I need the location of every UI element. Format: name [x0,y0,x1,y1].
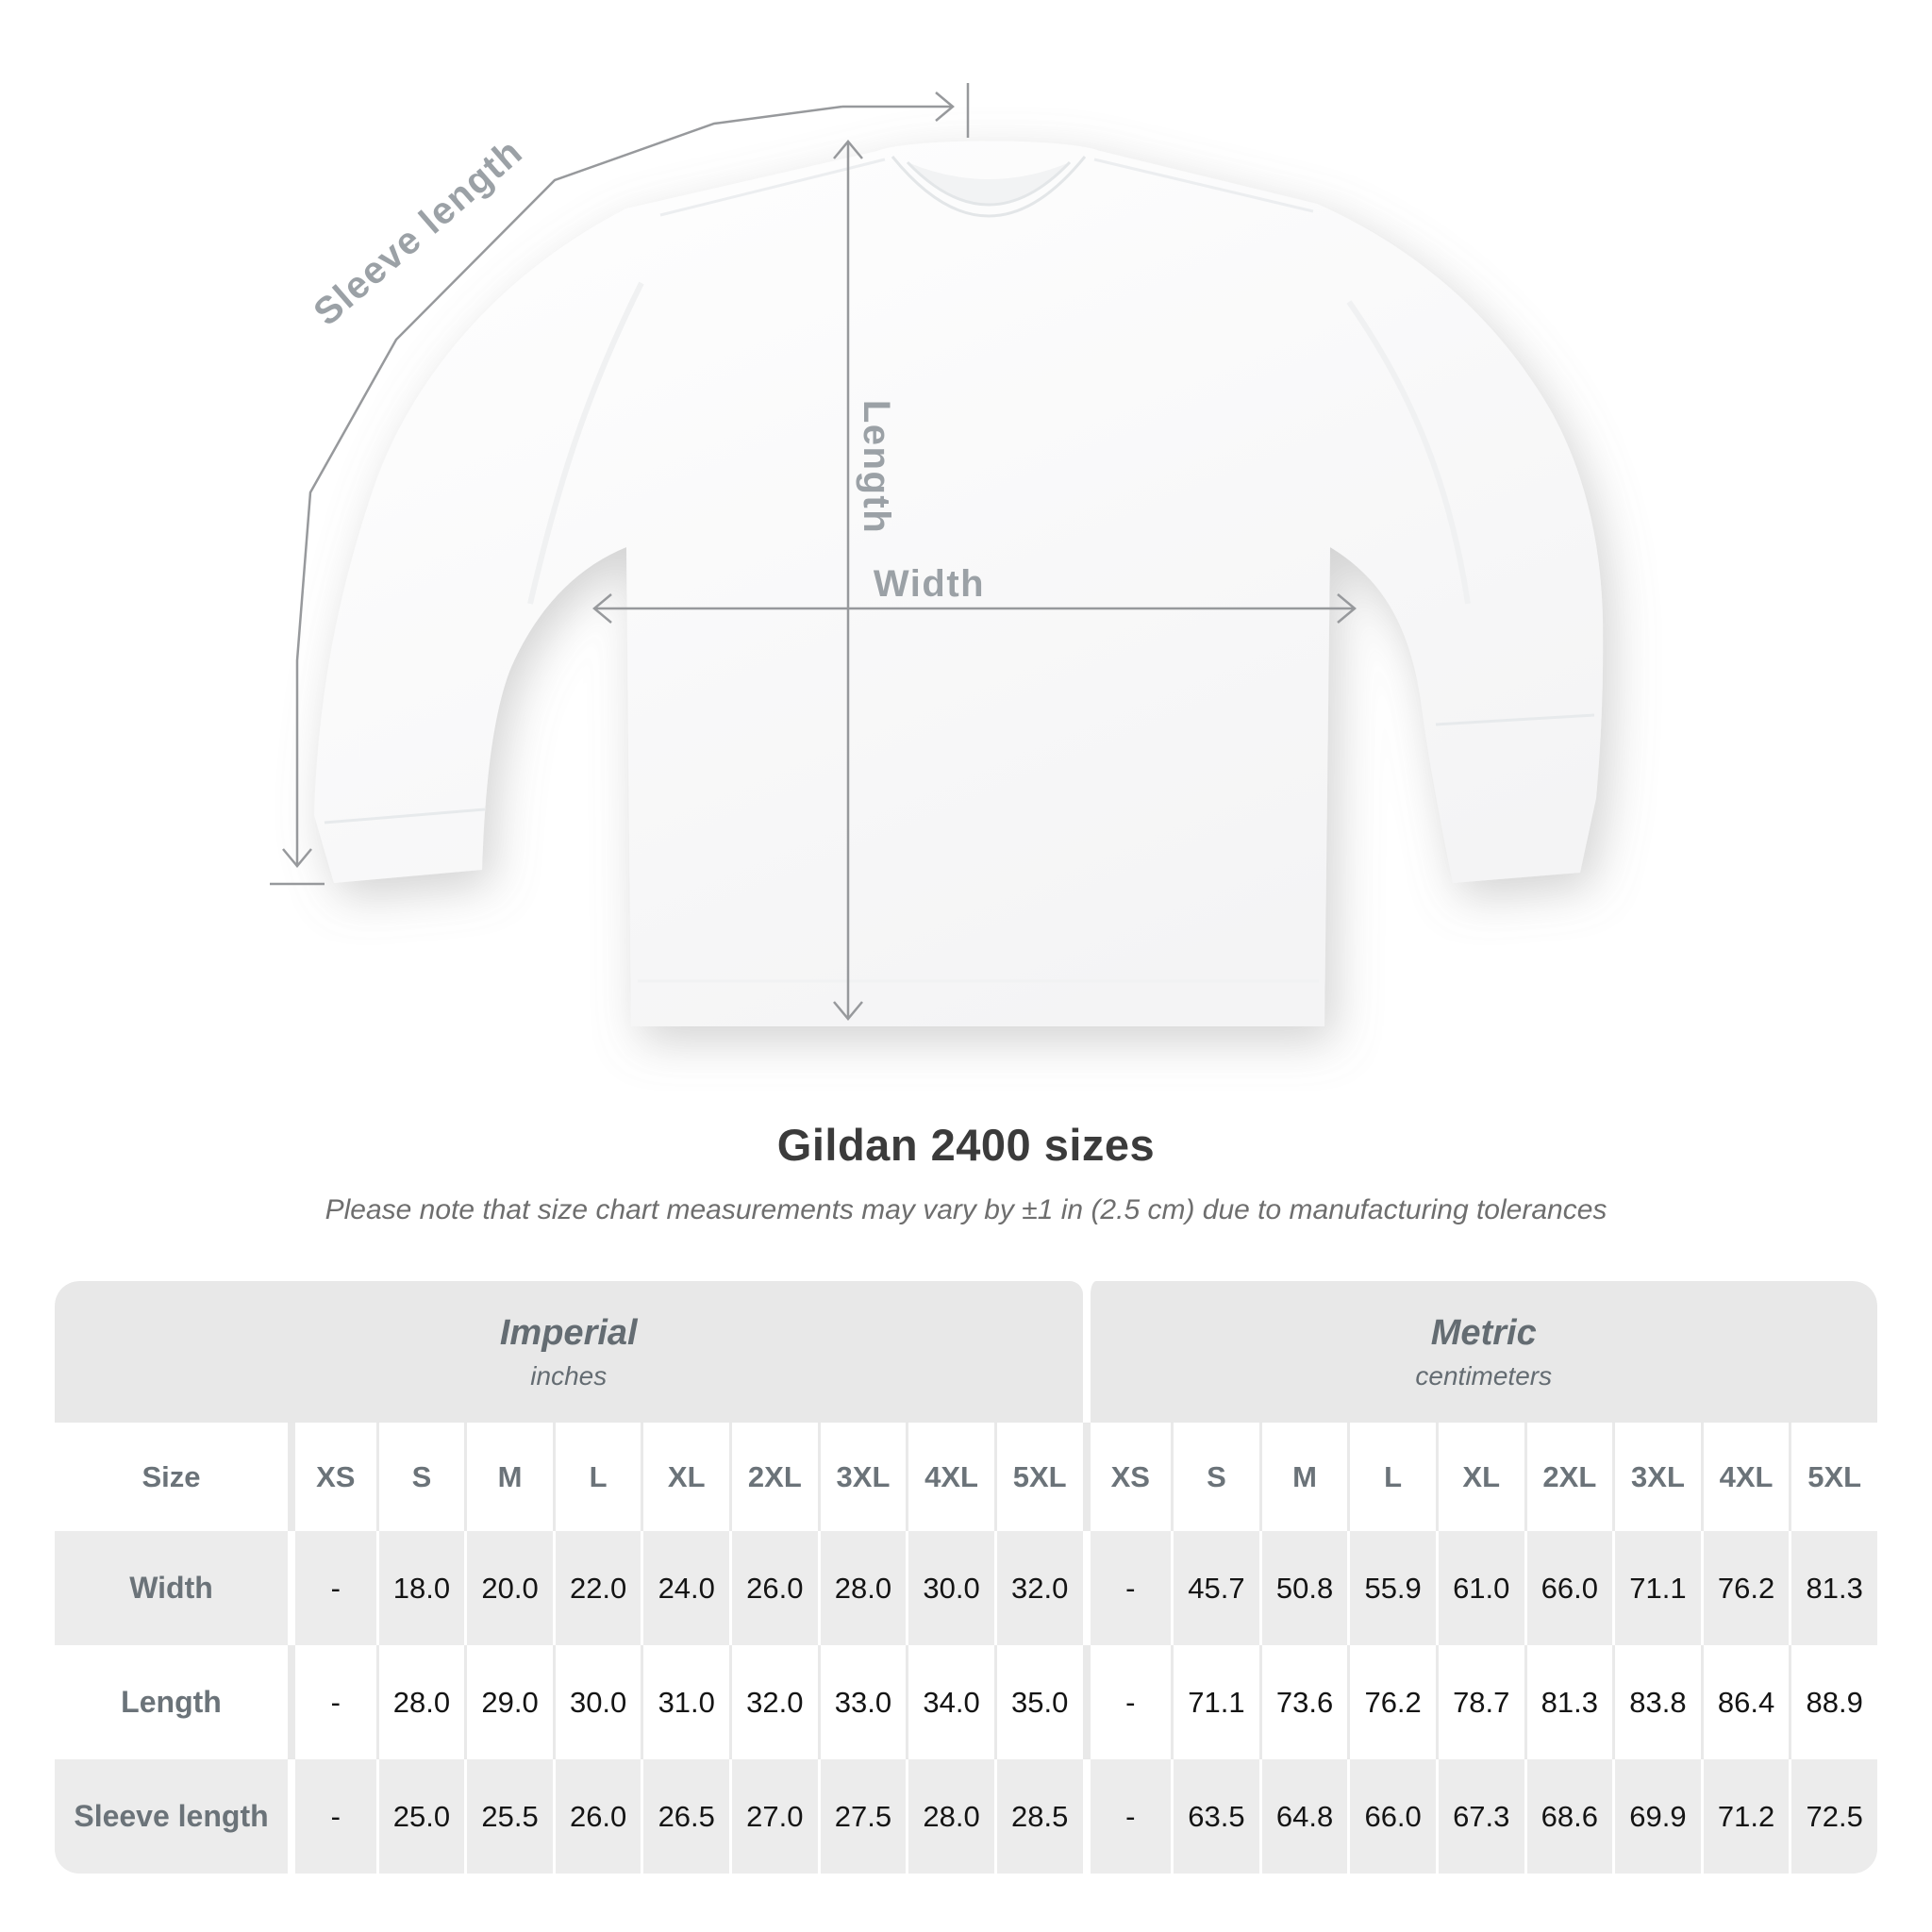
table-cell: 76.2 [1347,1645,1436,1759]
column-header: L [553,1423,641,1531]
table-cell: 78.7 [1436,1645,1524,1759]
table-cell: 68.6 [1524,1759,1613,1874]
table-cell: 71.2 [1701,1759,1790,1874]
row-label: Length [121,1685,222,1719]
table-cell: 26.5 [641,1759,729,1874]
row-label: Width [55,1531,288,1645]
table-cell: - [288,1759,376,1874]
table-cell: 20.0 [464,1531,553,1645]
unit-section-band [55,1281,1877,1423]
metric-section-unit: centimeters [1415,1360,1553,1391]
width-label: Width [873,563,986,605]
table-cell: - [288,1645,376,1759]
table-cell: 55.9 [1347,1531,1436,1645]
column-header: XL [641,1423,729,1531]
table-row-length [55,1645,1877,1759]
table-cell: 25.5 [464,1759,553,1874]
table-cell: 26.0 [729,1531,818,1645]
table-cell: 26.0 [553,1759,641,1874]
table-cell: 81.3 [1524,1645,1613,1759]
table-cell: 64.8 [1259,1759,1348,1874]
table-cell: 28.0 [376,1645,465,1759]
column-header: 2XL [1524,1423,1613,1531]
column-header: 5XL [1789,1423,1877,1531]
table-cell: 76.2 [1701,1531,1790,1645]
column-header: XL [1436,1423,1524,1531]
table-cell: - [1083,1645,1172,1759]
table-cell: 66.0 [1347,1759,1436,1874]
table-cell: - [1083,1759,1172,1874]
column-header: 4XL [1701,1423,1790,1531]
table-cell: 33.0 [818,1645,907,1759]
table-header-row [55,1423,1877,1531]
metric-section-header [1083,1281,1878,1423]
table-cell: 83.8 [1612,1645,1701,1759]
sleeve-length-label: Sleeve length [306,130,531,334]
table-cell: 31.0 [641,1645,729,1759]
page-title: Gildan 2400 sizes [776,1120,1156,1170]
table-row-sleeve-length [55,1759,1877,1874]
imperial-section-header [55,1281,1083,1423]
table-cell: 24.0 [641,1531,729,1645]
table-cell: 30.0 [553,1645,641,1759]
column-header: M [464,1423,553,1531]
table-cell: 69.9 [1612,1759,1701,1874]
metric-section-title: Metric [1430,1312,1537,1353]
page-subtitle: Please note that size chart measurements may vary by ±1 in (2.5 cm) due to manufacturing tolerances [325,1194,1607,1225]
table-cell: 30.0 [906,1531,994,1645]
table-cell: 73.6 [1259,1645,1348,1759]
column-header: XS [288,1423,376,1531]
table-cell: - [288,1531,376,1645]
table-cell: 34.0 [906,1645,994,1759]
table-cell: 32.0 [729,1645,818,1759]
table-cell: - [1083,1531,1172,1645]
imperial-section-title: Imperial [499,1312,638,1353]
table-cell: 28.0 [818,1531,907,1645]
table-cell: 29.0 [464,1645,553,1759]
column-header: 2XL [729,1423,818,1531]
table-cell: 72.5 [1789,1759,1877,1874]
column-header: 3XL [1612,1423,1701,1531]
length-label: Length [856,399,897,535]
table-cell: 28.0 [906,1759,994,1874]
column-header: L [1347,1423,1436,1531]
column-header: S [376,1423,465,1531]
table-cell: 50.8 [1259,1531,1348,1645]
column-header: 4XL [906,1423,994,1531]
imperial-section-unit: inches [530,1360,608,1391]
table-cell: 22.0 [553,1531,641,1645]
table-cell: 71.1 [1171,1645,1259,1759]
table-cell: 86.4 [1701,1645,1790,1759]
table-cell: 28.5 [994,1759,1083,1874]
column-header: XS [1083,1423,1172,1531]
table-cell: 45.7 [1171,1531,1259,1645]
table-cell: 25.0 [376,1759,465,1874]
table-cell: 27.0 [729,1759,818,1874]
table-row-width [55,1531,1877,1645]
table-cell: 27.5 [818,1759,907,1874]
table-cell: 66.0 [1524,1531,1613,1645]
table-cell: 18.0 [376,1531,465,1645]
table-cell: 35.0 [994,1645,1083,1759]
table-cell: 88.9 [1789,1645,1877,1759]
size-table [55,1281,1877,1874]
table-cell: 63.5 [1171,1759,1259,1874]
column-header: M [1259,1423,1348,1531]
column-header: S [1171,1423,1259,1531]
table-cell: 81.3 [1789,1531,1877,1645]
table-cell: 32.0 [994,1531,1083,1645]
table-cell: 67.3 [1436,1759,1524,1874]
column-header: 3XL [818,1423,907,1531]
size-column-header: Size [142,1459,201,1493]
row-label: Sleeve length [55,1759,288,1874]
column-header: 5XL [994,1423,1083,1531]
table-cell: 71.1 [1612,1531,1701,1645]
table-cell: 61.0 [1436,1531,1524,1645]
